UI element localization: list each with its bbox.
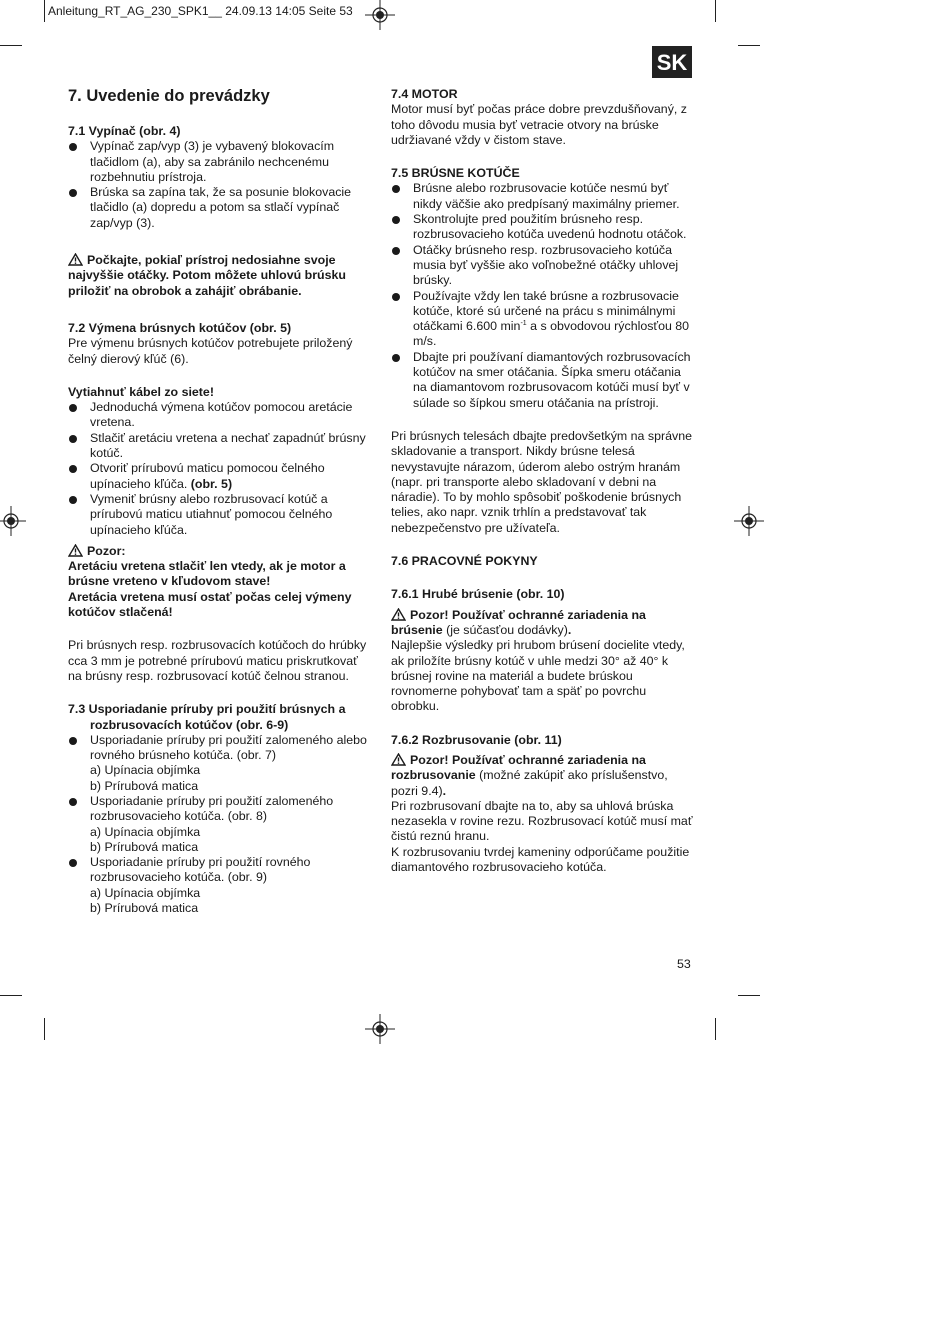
list-item	[68, 794, 368, 855]
warning-text: Pozor! Používať ochranné zariadenia na brúsenie	[391, 607, 646, 637]
list-item-text: Usporiadanie príruby pri použití zalomeného rozbrusovacieho kotúča. (obr. 8)	[90, 793, 334, 824]
warning-triangle-icon	[68, 544, 83, 557]
list-item: Vymeniť brúsny alebo rozbrusovací kotúč a prírubovú maticu utiahnuť pomocou čelného upínacieho kľúča.	[68, 492, 368, 538]
paragraph: K rozbrusovaniu tvrdej kameniny odporúčame použitie diamantového rozbrusovacieho kotúča.	[391, 844, 690, 875]
warning-paragraph	[391, 753, 696, 799]
warning-end: .	[442, 783, 447, 798]
superscript: -1	[520, 320, 527, 328]
heading-7-4: 7.4 MOTOR	[391, 87, 458, 101]
list-item-text: Používajte vždy len také brúsne a rozbrusovacie kotúče, ktoré sú určené na prácu s minimálnymi otáčkami 6.600 min	[413, 288, 679, 334]
list-item-text: a s obvodovou rýchlosťou 80 m/s.	[413, 319, 690, 349]
heading-7-6: 7.6 PRACOVNÉ POKYNY	[391, 554, 538, 569]
warning-text: Aretáciu vretena stlačiť len vtedy, ak je motor a brúsne vreteno v kľudovom stave!	[68, 559, 346, 589]
crop-mark	[738, 995, 760, 996]
crop-mark	[738, 45, 760, 46]
crop-mark	[715, 0, 716, 22]
section-title: 7. Uvedenie do prevádzky	[68, 87, 270, 105]
warning-triangle-icon	[68, 253, 83, 266]
warning-text: Aretácia vretena musí ostať počas celej výmeny kotúčov stlačená!	[68, 589, 352, 620]
registration-mark-icon	[365, 0, 395, 30]
figure-reference: (obr. 5)	[190, 476, 233, 491]
warning-end: .	[567, 622, 572, 637]
list-item: Brúska sa zapína tak, že sa posunie blokovacie tlačidlo (a) dopredu a potom sa stlačí vypínač zap/vyp (3).	[68, 185, 368, 231]
crop-mark	[0, 995, 22, 996]
warning-note: (možné zakúpiť ako príslušenstvo, pozri 9.4)	[391, 768, 668, 798]
warning-triangle-icon	[391, 753, 406, 766]
heading-7-3-text: 7.3 Usporiadanie príruby pri použití brúsnych a rozbrusovacích kotúčov (obr. 6-9)	[68, 702, 346, 732]
crop-mark	[715, 1018, 716, 1040]
heading-7-6-2: 7.6.2 Rozbrusovanie (obr. 11)	[391, 732, 562, 747]
warning-note: (je súčasťou dodávky)	[442, 622, 568, 637]
list-7-5	[391, 181, 696, 410]
warning-triangle-icon	[391, 608, 406, 621]
list-item: Stlačiť aretáciu vretena a nechať zapadnúť brúsny kotúč.	[68, 431, 368, 462]
list-item-text: Otvoriť prírubovú maticu pomocou čelného upínacieho kľúča.	[90, 461, 325, 491]
list-item: Otáčky brúsneho resp. rozbrusovacieho kotúča musia byť vyššie ako voľnobežné otáčky uhlovej brúsky.	[391, 243, 696, 289]
warning-text: Pozor! Používať ochranné zariadenia na rozbrusovanie	[391, 752, 646, 783]
list-item: Brúsne alebo rozbrusovacie kotúče nesmú byť nikdy väčšie ako predpísaný maximálny priemer.	[391, 181, 696, 212]
sub-item: b) Prírubová matica	[90, 839, 199, 854]
unplug-heading: Vytiahnuť kábel zo siete!	[68, 384, 214, 399]
list-item: Dbajte pri používaní diamantových rozbrusovacích kotúčov na smer otáčania. Šípka smeru otáčania na diamantovom rozbrusovacom kotúči musí byť v súlade so šípkou smeru otáčania na prístroji.	[391, 350, 696, 411]
paragraph: Pri rozbrusovaní dbajte na to, aby sa uhlová brúska nezasekla v rovine rezu. Rozbrusovací kotúč musí mať čistú reznú hranu.	[391, 798, 693, 844]
heading-7-6-1: 7.6.1 Hrubé brúsenie (obr. 10)	[391, 587, 565, 602]
list-item	[68, 461, 368, 492]
heading-7-1: 7.1 Vypínač (obr. 4)	[68, 124, 181, 138]
print-header: Anleitung_RT_AG_230_SPK1__ 24.09.13 14:05 Seite 53	[48, 4, 353, 18]
list-item: Jednoduchá výmena kotúčov pomocou aretácie vretena.	[68, 400, 368, 431]
language-badge: SK	[652, 46, 692, 78]
warning-text: Počkajte, pokiaľ prístroj nedosiahne svoje najvyššie otáčky. Potom môžete uhlovú brúsku priložiť na obrobok a zahájiť obrábanie.	[68, 253, 346, 298]
heading-7-2: 7.2 Výmena brúsnych kotúčov (obr. 5)	[68, 320, 292, 335]
list-item	[391, 289, 696, 350]
warning-paragraph	[68, 253, 368, 299]
sub-item: b) Prírubová matica	[90, 778, 199, 793]
crop-mark	[44, 0, 45, 22]
paragraph: Pre výmenu brúsnych kotúčov potrebujete priložený čelný dierový kľúč (6).	[68, 336, 353, 366]
right-column	[391, 87, 696, 875]
registration-mark-icon	[365, 1014, 395, 1044]
warning-label	[68, 544, 368, 559]
list-item-text: Usporiadanie príruby pri použití zalomeného alebo rovného brúsneho kotúča. (obr. 7)	[90, 732, 367, 763]
paragraph: Najlepšie výsledky pri hrubom brúsení docielite vtedy, ak priložíte brúsny kotúč v uhle medzi 30° až 40° k brúsnej rovine na materiál a budete brúskou rovnomerne pohybovať tam a späť po povrchu obrobku.	[391, 638, 685, 714]
list-7-1	[68, 139, 368, 231]
list-7-2	[68, 400, 368, 538]
crop-mark	[44, 1018, 45, 1040]
warning-label-text: Pozor:	[87, 543, 126, 558]
paragraph: Pri brúsnych telesách dbajte predovšetkým na správne skladovanie a transport. Nikdy brúsne telesá nevystavujte nárazom, úderom alebo ostrým hranám (napr. pri transporte alebo skladovaní v debni na náradie). To by mohlo spôsobiť poškodenie brúsnych telies, ako napr. vznik trhlín a predstavovať tak nebezpečenstvo pre užívateľa.	[391, 428, 692, 535]
list-item: Vypínač zap/vyp (3) je vybavený blokovacím tlačidlom (a), aby sa zabránilo nechcenému rozbehnutiu prístroja.	[68, 139, 368, 185]
list-item	[68, 733, 368, 794]
page-number: 53	[677, 957, 691, 971]
list-item-text: Usporiadanie príruby pri použití rovného rozbrusovacieho kotúča. (obr. 9)	[90, 855, 311, 885]
list-7-3	[68, 733, 368, 917]
list-item: Skontrolujte pred použitím brúsneho resp. rozbrusovacieho kotúča uvedenú hodnotu otáčok.	[391, 212, 696, 243]
sub-item: b) Prírubová matica	[90, 901, 199, 916]
list-item	[68, 855, 368, 916]
registration-mark-icon	[0, 506, 26, 536]
sub-item: a) Upínacia objímka	[90, 763, 201, 778]
registration-mark-icon	[734, 506, 764, 536]
left-column	[68, 86, 368, 916]
paragraph: Motor musí byť počas práce dobre prevzdušňovaný, z toho dôvodu musia byť vetracie otvory na brúske udržiavané vždy v čistom stave.	[391, 102, 687, 147]
paragraph: Pri brúsnych resp. rozbrusovacích kotúčoch do hrúbky cca 3 mm je potrebné prírubovú maticu priskrutkovať na brúsny resp. rozbrusovací kotúč čelnou stranou.	[68, 638, 367, 683]
heading-7-5: 7.5 BRÚSNE KOTÚČE	[391, 166, 520, 181]
warning-paragraph	[391, 608, 696, 639]
crop-mark	[0, 45, 22, 46]
sub-item: a) Upínacia objímka	[90, 824, 201, 839]
sub-item: a) Upínacia objímka	[90, 885, 201, 900]
heading-7-3	[68, 702, 368, 733]
